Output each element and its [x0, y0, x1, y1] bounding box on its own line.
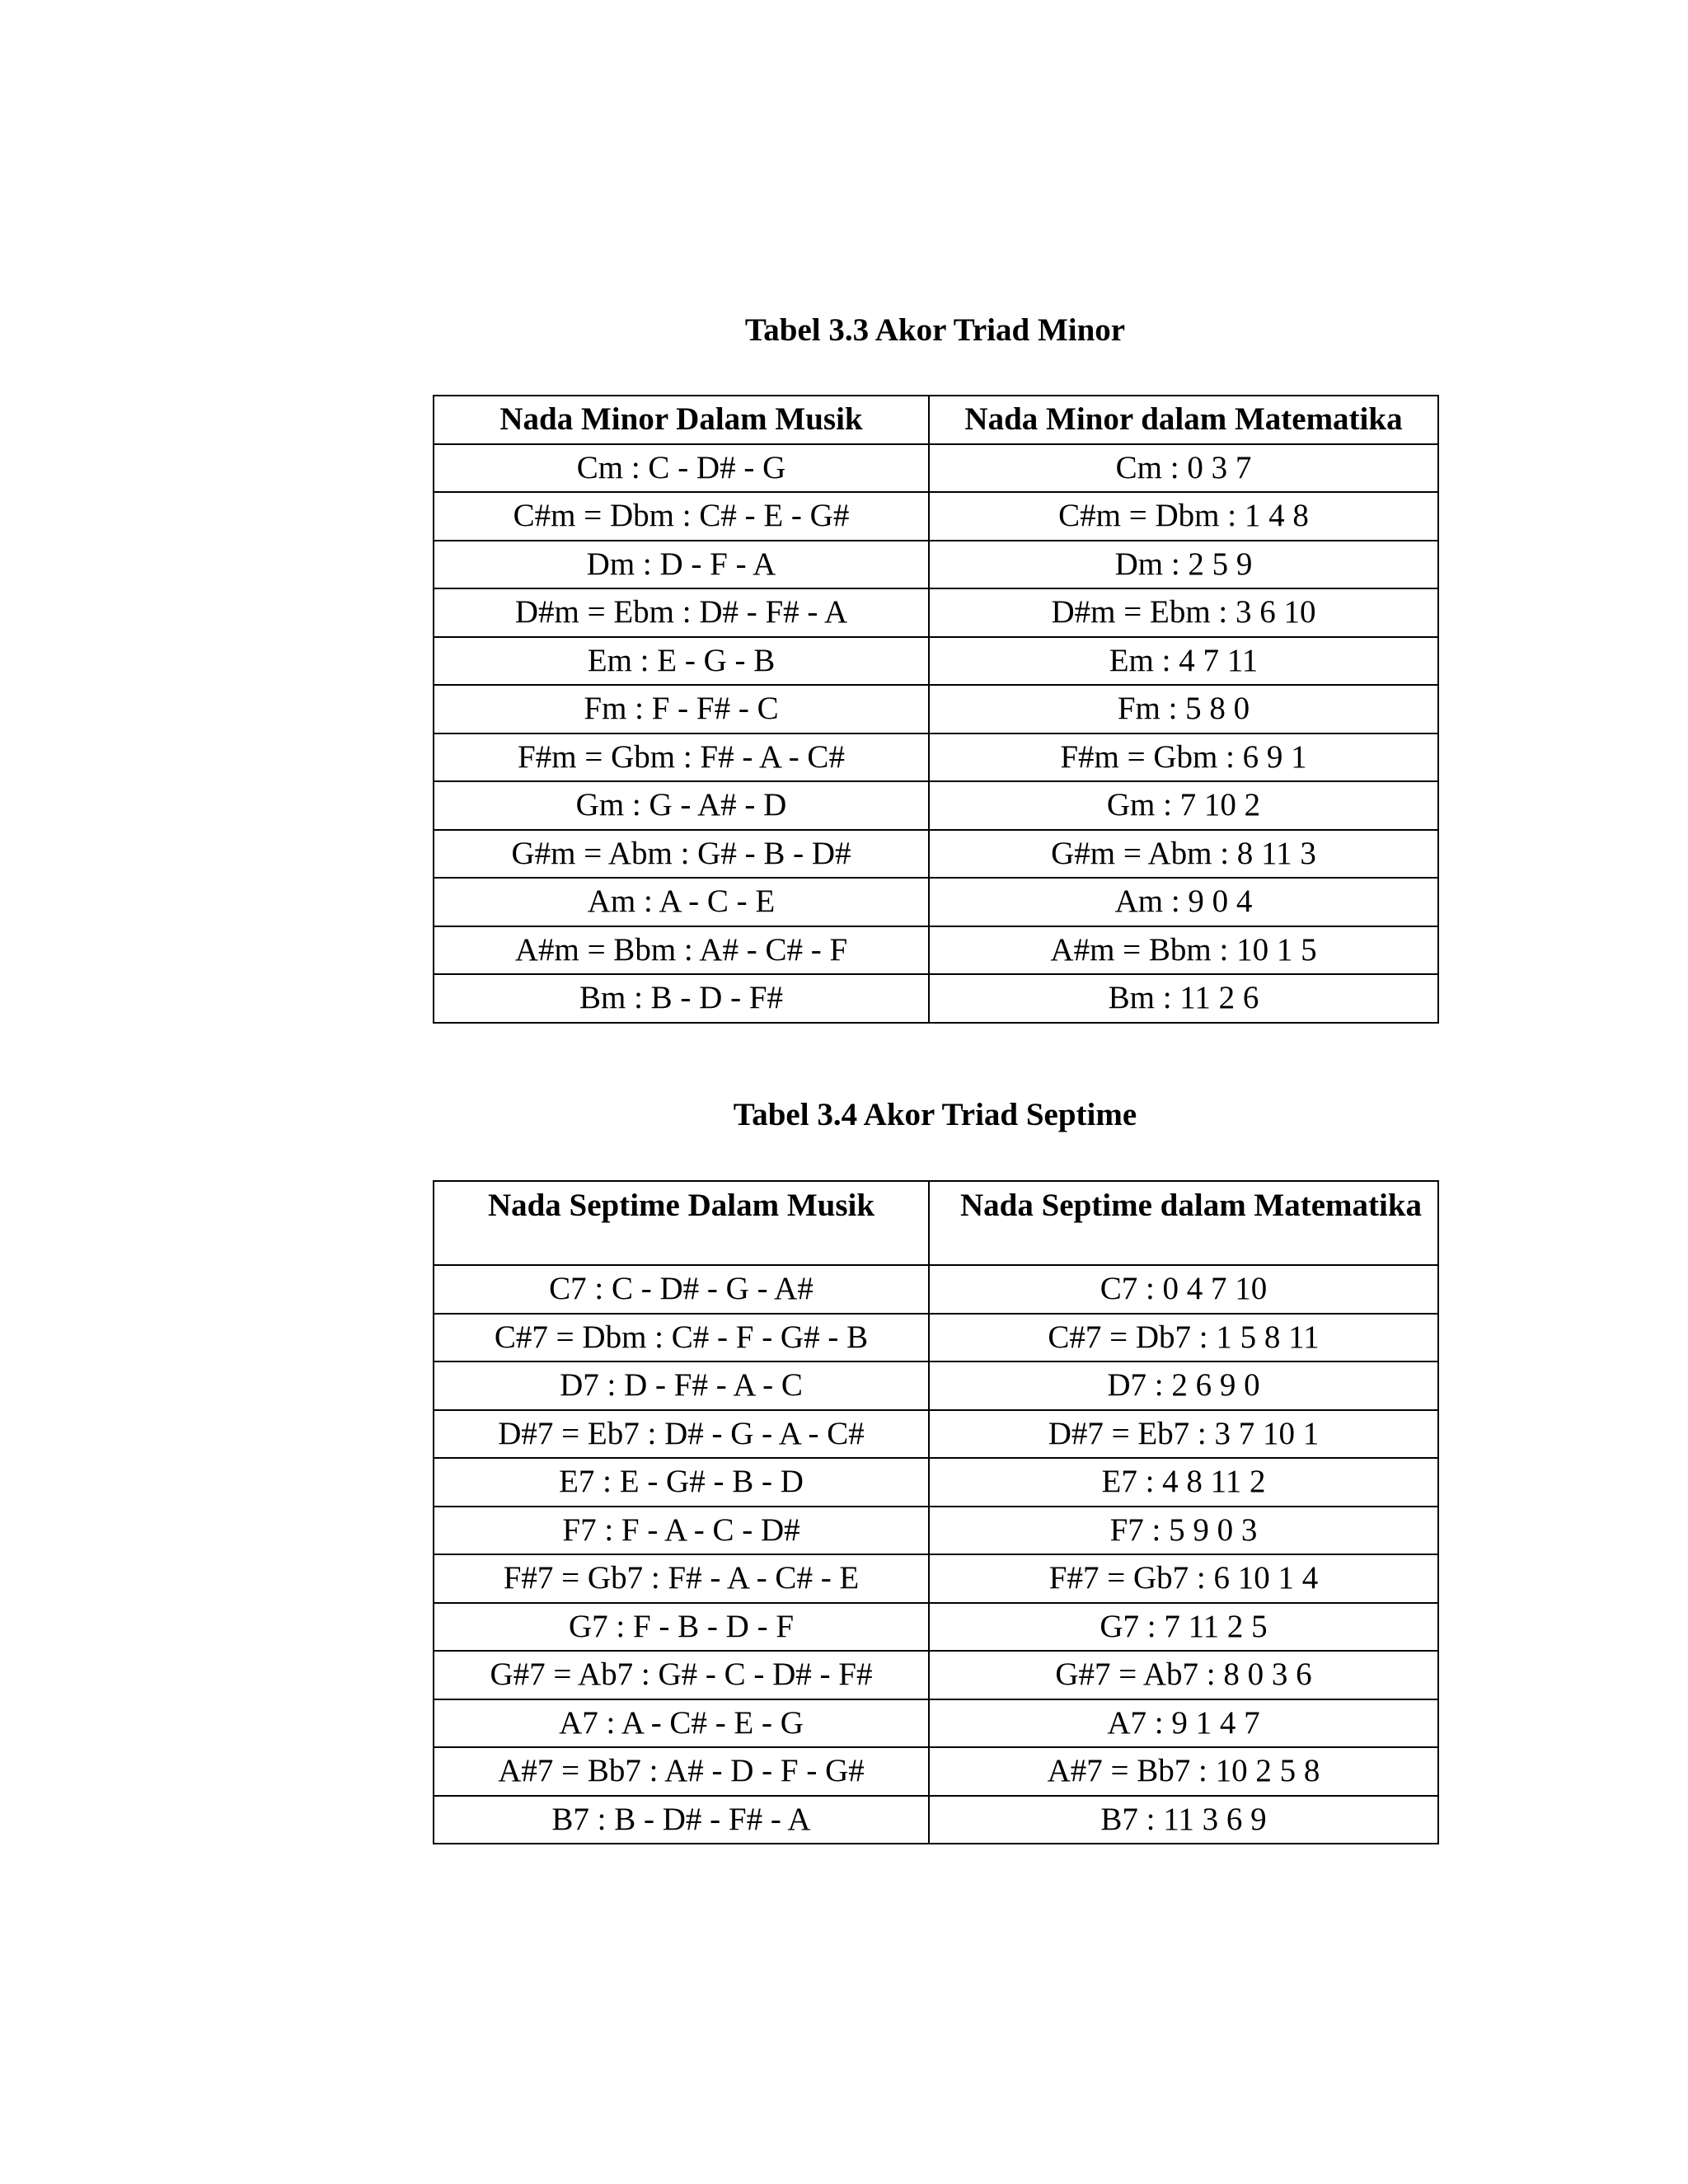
- cell-math: E7 : 4 8 11 2: [929, 1458, 1438, 1507]
- cell-math: A7 : 9 1 4 7: [929, 1699, 1438, 1748]
- cell-music: A#m = Bbm : A# - C# - F: [434, 926, 929, 975]
- cell-music: B7 : B - D# - F# - A: [434, 1796, 929, 1844]
- cell-math: Dm : 2 5 9: [929, 541, 1438, 589]
- table-row: [434, 830, 1438, 879]
- table-header-row: [434, 396, 1438, 444]
- cell-math: B7 : 11 3 6 9: [929, 1796, 1438, 1844]
- table-row: [434, 541, 1438, 589]
- table-row: [434, 685, 1438, 733]
- minor-chord-table: [433, 395, 1439, 1024]
- cell-music: F#m = Gbm : F# - A - C#: [434, 733, 929, 782]
- cell-music: G7 : F - B - D - F: [434, 1603, 929, 1652]
- cell-math: A#m = Bbm : 10 1 5: [929, 926, 1438, 975]
- cell-math: A#7 = Bb7 : 10 2 5 8: [929, 1747, 1438, 1796]
- table-row: [434, 1410, 1438, 1459]
- table-row: [434, 974, 1438, 1023]
- table-caption-minor: Tabel 3.3 Akor Triad Minor: [744, 312, 1126, 348]
- table-row: [434, 1796, 1438, 1844]
- cell-math: D#7 = Eb7 : 3 7 10 1: [929, 1410, 1438, 1459]
- cell-music: F#7 = Gb7 : F# - A - C# - E: [434, 1554, 929, 1603]
- cell-math: Am : 9 0 4: [929, 878, 1438, 926]
- cell-music: D7 : D - F# - A - C: [434, 1361, 929, 1410]
- cell-music: C#m = Dbm : C# - E - G#: [434, 492, 929, 541]
- cell-music: A7 : A - C# - E - G: [434, 1699, 929, 1748]
- table-row: [434, 588, 1438, 637]
- cell-music: Em : E - G - B: [434, 637, 929, 686]
- table-row: [434, 1554, 1438, 1603]
- cell-math: Cm : 0 3 7: [929, 444, 1438, 493]
- cell-music: Bm : B - D - F#: [434, 974, 929, 1023]
- cell-math: C7 : 0 4 7 10: [929, 1265, 1438, 1314]
- table-row: [434, 1361, 1438, 1410]
- table-row: [434, 1603, 1438, 1652]
- table-row: [434, 492, 1438, 541]
- table-row: [434, 637, 1438, 686]
- cell-math: C#7 = Db7 : 1 5 8 11: [929, 1314, 1438, 1362]
- table-row: [434, 444, 1438, 493]
- table-row: [434, 1507, 1438, 1555]
- table-row: [434, 1747, 1438, 1796]
- cell-music: F7 : F - A - C - D#: [434, 1507, 929, 1555]
- table-row: [434, 733, 1438, 782]
- column-header-math: Nada Septime dalam Matematika: [929, 1181, 1438, 1265]
- table-row: [434, 1265, 1438, 1314]
- table-row: [434, 1458, 1438, 1507]
- cell-music: C7 : C - D# - G - A#: [434, 1265, 929, 1314]
- cell-math: D#m = Ebm : 3 6 10: [929, 588, 1438, 637]
- cell-music: E7 : E - G# - B - D: [434, 1458, 929, 1507]
- cell-music: Fm : F - F# - C: [434, 685, 929, 733]
- column-header-math: Nada Minor dalam Matematika: [929, 396, 1438, 444]
- cell-math: G7 : 7 11 2 5: [929, 1603, 1438, 1652]
- column-header-music: Nada Minor Dalam Musik: [434, 396, 929, 444]
- table-row: [434, 1651, 1438, 1699]
- cell-music: C#7 = Dbm : C# - F - G# - B: [434, 1314, 929, 1362]
- table-row: [434, 1314, 1438, 1362]
- cell-music: A#7 = Bb7 : A# - D - F - G#: [434, 1747, 929, 1796]
- cell-math: Gm : 7 10 2: [929, 781, 1438, 830]
- table-row: [434, 1699, 1438, 1748]
- cell-math: G#7 = Ab7 : 8 0 3 6: [929, 1651, 1438, 1699]
- cell-math: D7 : 2 6 9 0: [929, 1361, 1438, 1410]
- cell-math: F#7 = Gb7 : 6 10 1 4: [929, 1554, 1438, 1603]
- table-row: [434, 926, 1438, 975]
- cell-music: D#7 = Eb7 : D# - G - A - C#: [434, 1410, 929, 1459]
- table-caption-septime: Tabel 3.4 Akor Triad Septime: [733, 1097, 1137, 1132]
- cell-music: Am : A - C - E: [434, 878, 929, 926]
- table-header-row: [434, 1181, 1438, 1265]
- cell-music: G#7 = Ab7 : G# - C - D# - F#: [434, 1651, 929, 1699]
- cell-math: G#m = Abm : 8 11 3: [929, 830, 1438, 879]
- cell-math: Em : 4 7 11: [929, 637, 1438, 686]
- cell-music: Cm : C - D# - G: [434, 444, 929, 493]
- cell-math: Bm : 11 2 6: [929, 974, 1438, 1023]
- cell-music: Gm : G - A# - D: [434, 781, 929, 830]
- cell-music: G#m = Abm : G# - B - D#: [434, 830, 929, 879]
- cell-math: Fm : 5 8 0: [929, 685, 1438, 733]
- cell-math: F7 : 5 9 0 3: [929, 1507, 1438, 1555]
- cell-math: F#m = Gbm : 6 9 1: [929, 733, 1438, 782]
- septime-chord-table: [433, 1180, 1439, 1844]
- cell-math: C#m = Dbm : 1 4 8: [929, 492, 1438, 541]
- cell-music: Dm : D - F - A: [434, 541, 929, 589]
- column-header-music: Nada Septime Dalam Musik: [434, 1181, 929, 1265]
- table-row: [434, 878, 1438, 926]
- cell-music: D#m = Ebm : D# - F# - A: [434, 588, 929, 637]
- table-row: [434, 781, 1438, 830]
